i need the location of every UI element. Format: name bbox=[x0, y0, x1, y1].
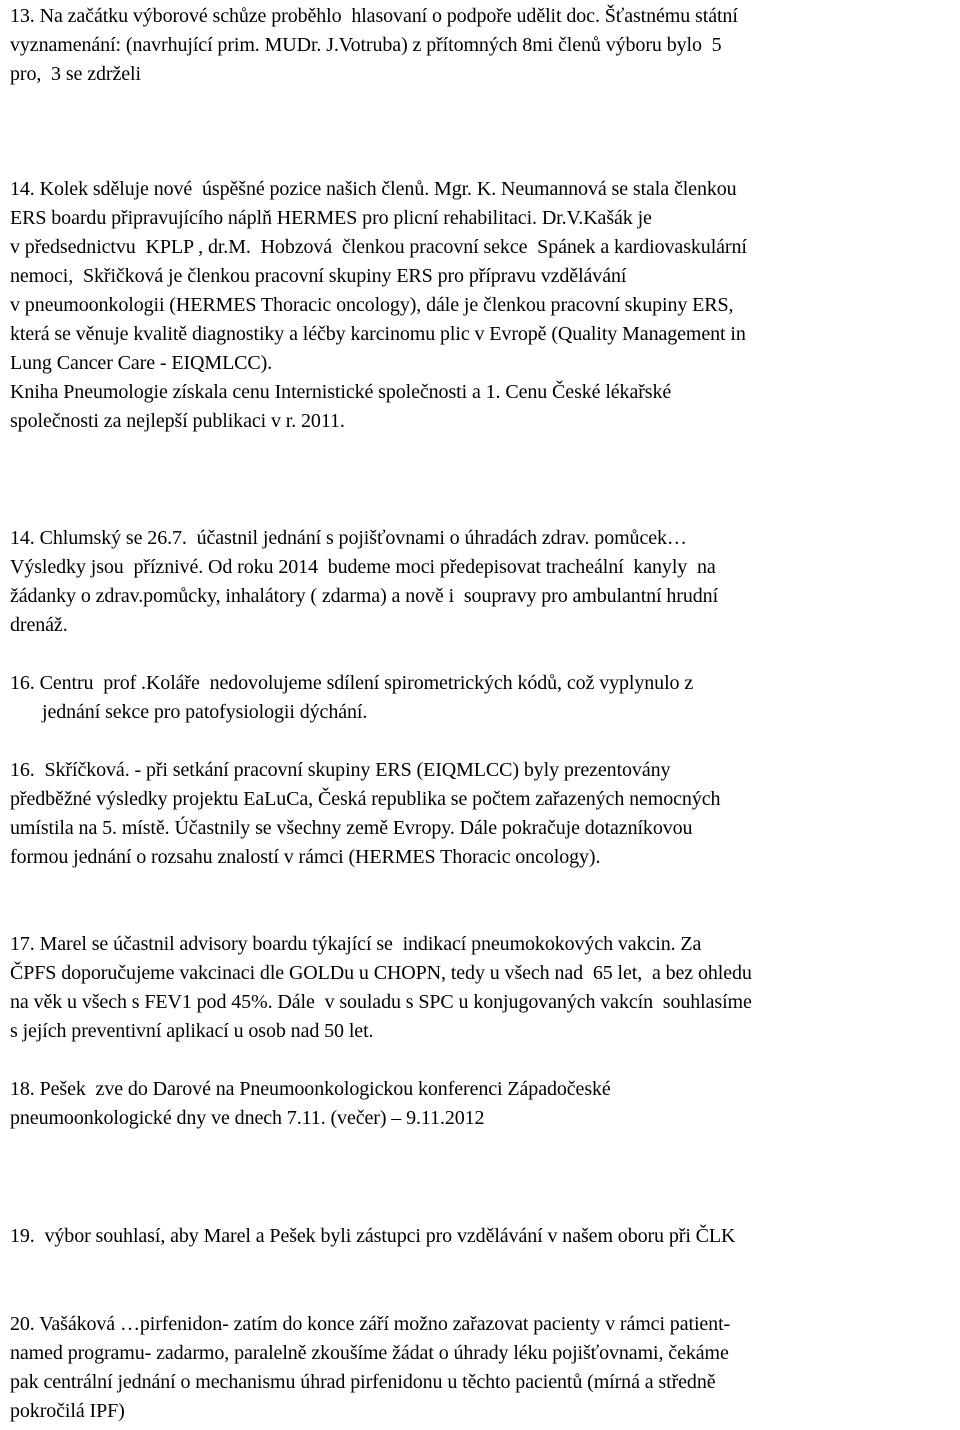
item-14-line-4: nemoci, Skřičková je členkou pracovní skupiny ERS pro přípravu vzdělávání bbox=[10, 265, 627, 287]
item-16-line-1: 16. Centru prof .Koláře nedovolujeme sdílení spirometrických kódů, což vyplynulo z bbox=[10, 672, 694, 694]
item-19-line-1: 19. výbor souhlasí, aby Marel a Pešek byli zástupci pro vzdělávání v našem oboru při ČLK bbox=[10, 1225, 736, 1247]
item-16b-line-4: formou jednání o rozsahu znalostí v rámci (HERMES Thoracic oncology). bbox=[10, 846, 601, 868]
item-20-line-1: 20. Vašáková …pirfenidon- zatím do konce září možno zařazovat pacienty v rámci patient- bbox=[10, 1313, 731, 1335]
item-16b-line-1: 16. Skříčková. - při setkání pracovní skupiny ERS (EIQMLCC) byly prezentovány bbox=[10, 759, 671, 781]
item-14-line-5: v pneumoonkologii (HERMES Thoracic oncology), dále je členkou pracovní skupiny ERS, bbox=[10, 294, 734, 316]
item-20-line-2: named programu- zadarmo, paralelně zkoušíme žádat o úhrady léku pojišťovnami, čekáme bbox=[10, 1342, 729, 1364]
item-20-line-3: pak centrální jednání o mechanismu úhrad pirfenidonu u těchto pacientů (mírná a středně bbox=[10, 1371, 716, 1393]
item-20-line-4: pokročilá IPF) bbox=[10, 1400, 125, 1422]
item-17-line-4: s jejích preventivní aplikací u osob nad 50 let. bbox=[10, 1020, 374, 1042]
item-16b-line-3: umístila na 5. místě. Účastnily se všechny země Evropy. Dále pokračuje dotazníkovou bbox=[10, 817, 693, 839]
item-14b-line-4: drenáž. bbox=[10, 614, 68, 636]
item-14-line-2: ERS boardu připravujícího náplň HERMES pro plicní rehabilitaci. Dr.V.Kašák je bbox=[10, 207, 652, 229]
item-13-line-1: 13. Na začátku výborové schůze proběhlo hlasovaní o podpoře udělit doc. Šťastnému státní bbox=[10, 5, 738, 27]
item-16b-line-2: předběžné výsledky projektu EaLuCa, Česká republika se počtem zařazených nemocných bbox=[10, 788, 721, 810]
item-13-line-2: vyznamenání: (navrhující prim. MUDr. J.Votruba) z přítomných 8mi členů výboru bylo 5 bbox=[10, 34, 722, 56]
item-14-line-8: Kniha Pneumologie získala cenu Internistické společnosti a 1. Cenu České lékařské bbox=[10, 381, 672, 403]
item-14-line-6: která se věnuje kvalitě diagnostiky a léčby karcinomu plic v Evropě (Quality Management in bbox=[10, 323, 746, 345]
item-14b-line-2: Výsledky jsou příznivé. Od roku 2014 budeme moci předepisovat tracheální kanyly na bbox=[10, 556, 716, 578]
item-13-line-3: pro, 3 se zdrželi bbox=[10, 63, 141, 85]
item-14-line-7: Lung Cancer Care - EIQMLCC). bbox=[10, 352, 273, 374]
item-14-line-1: 14. Kolek sděluje nové úspěšné pozice našich členů. Mgr. K. Neumannová se stala členkou bbox=[10, 178, 737, 200]
item-18-line-1: 18. Pešek zve do Darové na Pneumoonkologickou konferenci Západočeské bbox=[10, 1078, 611, 1100]
item-14-line-3: v předsednictvu KPLP , dr.M. Hobzová členkou pracovní sekce Spánek a kardiovaskulární bbox=[10, 236, 747, 258]
item-16-line-2: jednání sekce pro patofysiologii dýchání. bbox=[42, 701, 368, 723]
item-14-line-9: společnosti za nejlepší publikaci v r. 2011. bbox=[10, 410, 345, 432]
item-14b-line-1: 14. Chlumský se 26.7. účastnil jednání s pojišťovnami o úhradách zdrav. pomůcek… bbox=[10, 527, 687, 549]
item-17-line-2: ČPFS doporučujeme vakcinaci dle GOLDu u CHOPN, tedy u všech nad 65 let, a bez ohledu bbox=[10, 962, 752, 984]
item-17-line-3: na věk u všech s FEV1 pod 45%. Dále v souladu s SPC u konjugovaných vakcín souhlasíme bbox=[10, 991, 752, 1013]
item-17-line-1: 17. Marel se účastnil advisory boardu týkající se indikací pneumokokových vakcin. Za bbox=[10, 933, 702, 955]
item-18-line-2: pneumoonkologické dny ve dnech 7.11. (večer) – 9.11.2012 bbox=[10, 1107, 485, 1129]
item-14b-line-3: žádanky o zdrav.pomůcky, inhalátory ( zdarma) a nově i soupravy pro ambulantní hrudní bbox=[10, 585, 719, 607]
